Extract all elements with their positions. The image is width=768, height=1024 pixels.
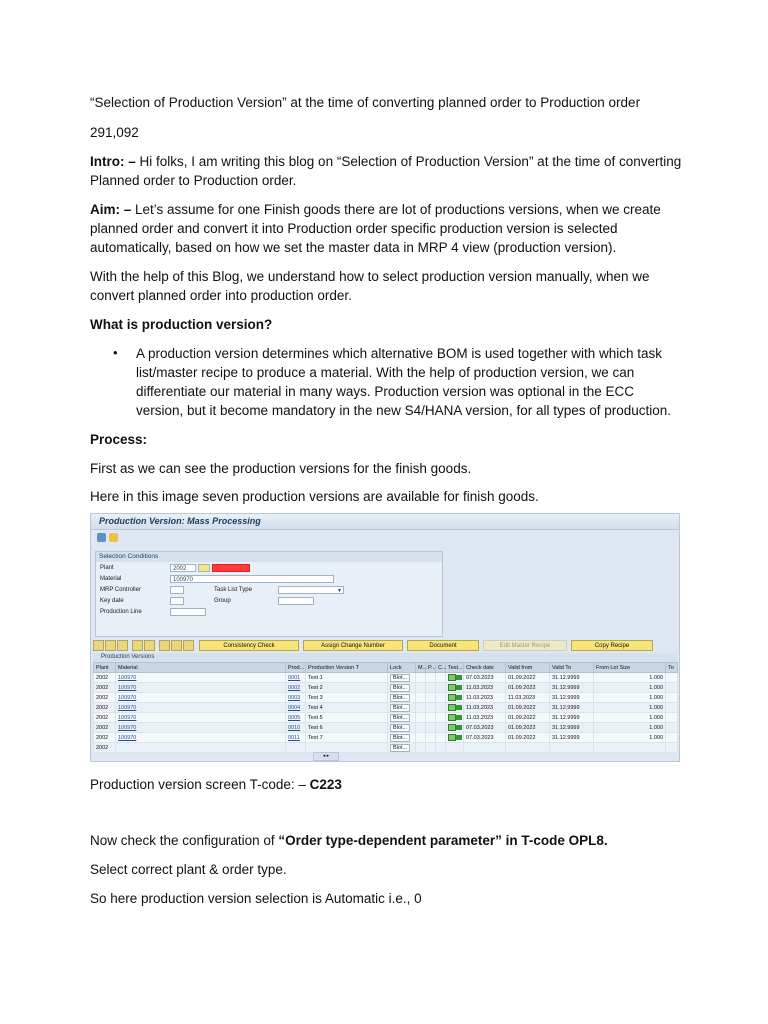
variant-icon[interactable]	[109, 533, 118, 542]
selection-header: Selection Conditions	[96, 552, 442, 562]
cell-version[interactable]	[286, 743, 306, 753]
deselect-icon[interactable]	[105, 640, 116, 651]
auto-selection-paragraph: So here production version selection is Automatic i.e., 0	[90, 891, 422, 906]
cell-test[interactable]	[446, 723, 464, 733]
doc-title: “Selection of Production Version” at the time of converting planned order to Production order	[90, 95, 641, 110]
cell-lock[interactable]: Blot...	[388, 723, 416, 733]
execute-icon[interactable]	[97, 533, 106, 542]
col-check-date[interactable]: Check date	[464, 663, 506, 673]
cell-plant: 2002	[94, 713, 116, 723]
status-icon	[448, 694, 456, 701]
cell-check-date: 11.03.2023	[464, 703, 506, 713]
cell-m[interactable]	[416, 673, 426, 683]
status-icon	[456, 675, 462, 680]
delete-icon[interactable]	[171, 640, 182, 651]
intro-label: Intro: –	[90, 154, 136, 169]
cell-valid-from: 01.09.2022	[506, 713, 550, 723]
cell-lock[interactable]: Blot...	[388, 703, 416, 713]
cell-test[interactable]	[446, 733, 464, 743]
production-versions-table	[93, 662, 678, 753]
cell-material[interactable]	[116, 743, 286, 753]
cell-lot-size: 1.000	[594, 693, 666, 703]
cell-test[interactable]	[446, 713, 464, 723]
cell-c[interactable]	[436, 703, 446, 713]
cell-to	[666, 713, 678, 723]
tcode-value: C223	[309, 777, 342, 792]
cell-lock[interactable]: Blot...	[388, 713, 416, 723]
plant-field[interactable]: 2002	[170, 564, 196, 572]
plant-label: Plant	[100, 565, 114, 571]
cell-text: Test 2	[306, 683, 388, 693]
cell-p[interactable]	[426, 693, 436, 703]
col-to[interactable]: To	[666, 663, 678, 673]
cell-to	[666, 723, 678, 733]
cell-p[interactable]	[426, 733, 436, 743]
cell-text: Test 3	[306, 693, 388, 703]
status-icon	[456, 725, 462, 730]
intro-text: Hi folks, I am writing this blog on “Selection of Production Version” at the time of converting Planned order to Production order.	[90, 154, 682, 188]
mrp-controller-field[interactable]	[170, 586, 184, 594]
selection-conditions-panel	[95, 551, 443, 637]
col-test[interactable]: Test...	[446, 663, 464, 673]
cell-m[interactable]	[416, 693, 426, 703]
cell-plant: 2002	[94, 723, 116, 733]
cell-test[interactable]	[446, 703, 464, 713]
cell-valid-from: 11.03.2023	[506, 693, 550, 703]
cell-material[interactable]: 100970	[116, 683, 286, 693]
cell-check-date: 11.03.2023	[464, 693, 506, 703]
key-date-field[interactable]	[170, 597, 184, 605]
cell-c[interactable]	[436, 723, 446, 733]
cell-m[interactable]	[416, 713, 426, 723]
group-field[interactable]	[278, 597, 314, 605]
cell-test[interactable]	[446, 673, 464, 683]
cell-version[interactable]: 0002	[286, 683, 306, 693]
col-version-text[interactable]: Production Version T	[306, 663, 388, 673]
cell-valid-from: 01.09.2022	[506, 703, 550, 713]
cell-p[interactable]	[426, 723, 436, 733]
table-row[interactable]	[94, 723, 678, 733]
cell-to	[666, 683, 678, 693]
task-list-type-label: Task List Type	[214, 587, 252, 593]
col-valid-from[interactable]: Valid from	[506, 663, 550, 673]
cell-valid-to: 31.12.9999	[550, 713, 594, 723]
cell-valid-from: 01.09.2022	[506, 673, 550, 683]
table-header-row	[94, 663, 678, 673]
cell-lock[interactable]: Blot...	[388, 733, 416, 743]
production-versions-header: Production Versions	[93, 653, 677, 662]
cell-text: Test 7	[306, 733, 388, 743]
config-bold: “Order type-dependent parameter” in T-code OPL8.	[278, 833, 608, 848]
cell-material[interactable]: 100970	[116, 703, 286, 713]
status-icon	[456, 735, 462, 740]
sort-desc-icon[interactable]	[144, 640, 155, 651]
help-paragraph: With the help of this Blog, we understand how to select production version manually, when we convert planned order into production order.	[90, 269, 650, 303]
sap-toolbar	[91, 530, 679, 544]
key-date-label: Key date	[100, 598, 124, 604]
cell-valid-to: 31.12.9999	[550, 723, 594, 733]
table-row[interactable]	[94, 693, 678, 703]
cell-p[interactable]	[426, 683, 436, 693]
edit-master-recipe-button[interactable]: Edit Master Recipe	[483, 640, 567, 651]
bullet-paragraph: A production version determines which alternative BOM is used together with which task list/master recipe to produce a material. With the help of production version, we can differentiate our material in many ways. Production version was optional in the ECC version, but it become mandatory in the new S4/HANA version, for all types of production.	[136, 346, 672, 418]
table-row[interactable]	[94, 733, 678, 743]
status-icon	[448, 704, 456, 711]
col-valid-to[interactable]: Valid To	[550, 663, 594, 673]
new-icon[interactable]	[159, 640, 170, 651]
table-row[interactable]	[94, 703, 678, 713]
cell-lot-size: 1.000	[594, 713, 666, 723]
col-lock[interactable]: Lock	[388, 663, 416, 673]
cell-to	[666, 703, 678, 713]
col-plant[interactable]: Plant	[94, 663, 116, 673]
cell-version[interactable]: 0001	[286, 673, 306, 683]
cell-valid-to: 31.12.9999	[550, 673, 594, 683]
cell-c[interactable]	[436, 693, 446, 703]
cell-material[interactable]: 100970	[116, 713, 286, 723]
cell-m[interactable]	[416, 683, 426, 693]
cell-material[interactable]: 100970	[116, 693, 286, 703]
cell-check-date: 07.03.2023	[464, 723, 506, 733]
mrp-controller-label: MRP Controller	[100, 587, 141, 593]
cell-text: Test 1	[306, 673, 388, 683]
copy-icon[interactable]	[183, 640, 194, 651]
cell-check-date: 11.03.2023	[464, 683, 506, 693]
cell-test[interactable]	[446, 693, 464, 703]
cell-valid-from: 01.09.2022	[506, 733, 550, 743]
cell-to	[666, 693, 678, 703]
cell-lot-size: 1.000	[594, 733, 666, 743]
cell-version[interactable]: 0011	[286, 733, 306, 743]
col-from-lot-size[interactable]: From Lot Size	[594, 663, 666, 673]
status-icon	[448, 714, 456, 721]
cell-m[interactable]	[416, 723, 426, 733]
plant-search-icon[interactable]	[198, 564, 210, 572]
cell-p[interactable]	[426, 703, 436, 713]
config-pre: Now check the configuration of	[90, 833, 279, 848]
cell-c[interactable]	[436, 733, 446, 743]
cell-check-date: 11.03.2023	[464, 713, 506, 723]
status-icon	[456, 685, 462, 690]
horizontal-scroll-arrows[interactable]: ◂ ▸	[313, 752, 339, 761]
status-icon	[456, 695, 462, 700]
cell-p[interactable]	[426, 713, 436, 723]
sap-screenshot	[90, 513, 680, 762]
cell-valid-to: 31.12.9999	[550, 693, 594, 703]
aim-text: Let’s assume for one Finish goods there are lot of productions versions, when we create planned order and convert it into Production order specific production version is selected automatically, based on how we set the master data in MRP 4 view (production version).	[90, 202, 661, 255]
col-m[interactable]: M...	[416, 663, 426, 673]
cell-c[interactable]	[436, 673, 446, 683]
cell-lot-size: 1.000	[594, 683, 666, 693]
table-row[interactable]	[94, 683, 678, 693]
status-icon	[448, 734, 456, 741]
tcode-label: Production version screen T-code: –	[90, 777, 310, 792]
cell-valid-from: 01.09.2022	[506, 683, 550, 693]
process-line-1: First as we can see the production versions for the finish goods.	[90, 461, 472, 476]
select-plant-paragraph: Select correct plant & order type.	[90, 862, 287, 877]
process-heading: Process:	[90, 432, 148, 447]
cell-lock[interactable]: Blot...	[388, 693, 416, 703]
cell-version[interactable]: 0005	[286, 713, 306, 723]
cell-plant: 2002	[94, 703, 116, 713]
cell-lot-size: 1.000	[594, 703, 666, 713]
redacted-field	[212, 564, 250, 572]
cell-plant: 2002	[94, 683, 116, 693]
material-field[interactable]: 100970	[170, 575, 334, 583]
cell-text: Test 5	[306, 713, 388, 723]
cell-material[interactable]: 100970	[116, 733, 286, 743]
cell-text: Test 6	[306, 723, 388, 733]
cell-plant: 2002	[94, 693, 116, 703]
select-all-icon[interactable]	[93, 640, 104, 651]
col-prod[interactable]: Prod...	[286, 663, 306, 673]
material-label: Material	[100, 576, 122, 582]
grid-button-bar	[93, 638, 677, 652]
cell-valid-to: 31.12.9999	[550, 703, 594, 713]
tcode-paragraph	[90, 775, 690, 794]
cell-c[interactable]	[436, 713, 446, 723]
what-heading: What is production version?	[90, 317, 273, 332]
status-icon	[448, 674, 456, 681]
process-line-2: Here in this image seven production versions are available for finish goods.	[90, 489, 539, 504]
cell-version[interactable]: 0004	[286, 703, 306, 713]
doc-number: 291,092	[90, 125, 139, 140]
aim-paragraph	[90, 200, 690, 257]
status-icon	[448, 684, 456, 691]
intro-paragraph	[90, 152, 690, 190]
bullet-dot: •	[113, 345, 118, 360]
cell-valid-from: 01.09.2022	[506, 723, 550, 733]
cell-test[interactable]	[446, 683, 464, 693]
col-p[interactable]: P...	[426, 663, 436, 673]
cell-text[interactable]	[306, 743, 388, 753]
details-icon[interactable]	[117, 640, 128, 651]
production-line-field[interactable]	[170, 608, 206, 616]
group-label: Group	[214, 598, 231, 604]
consistency-check-button[interactable]: Consistency Check	[199, 640, 299, 651]
copy-recipe-button[interactable]: Copy Recipe	[571, 640, 653, 651]
task-list-type-dropdown[interactable]	[278, 586, 344, 594]
cell-check-date: 07.03.2023	[464, 673, 506, 683]
col-c[interactable]: C...	[436, 663, 446, 673]
cell-plant: 2002	[94, 733, 116, 743]
table-row[interactable]	[94, 673, 678, 683]
cell-plant[interactable]: 2002	[94, 743, 116, 753]
cell-version[interactable]: 0010	[286, 723, 306, 733]
cell-lock[interactable]: Blot...	[388, 683, 416, 693]
cell-valid-to: 31.12.9999	[550, 733, 594, 743]
chevron-down-icon: ▾	[337, 588, 341, 594]
cell-to	[666, 673, 678, 683]
cell-lot-size: 1.000	[594, 723, 666, 733]
cell-m[interactable]	[416, 703, 426, 713]
status-icon	[448, 724, 456, 731]
table-row-empty[interactable]	[94, 743, 678, 753]
cell-c[interactable]	[436, 683, 446, 693]
status-icon	[456, 715, 462, 720]
cell-material[interactable]: 100970	[116, 673, 286, 683]
sap-window-title: Production Version: Mass Processing	[91, 514, 679, 530]
document-button[interactable]: Document	[407, 640, 479, 651]
cell-version[interactable]: 0003	[286, 693, 306, 703]
sort-asc-icon[interactable]	[132, 640, 143, 651]
cell-lot-size: 1.000	[594, 673, 666, 683]
cell-text: Test 4	[306, 703, 388, 713]
table-row[interactable]	[94, 713, 678, 723]
cell-p[interactable]	[426, 673, 436, 683]
config-paragraph	[90, 831, 690, 850]
aim-label: Aim: –	[90, 202, 132, 217]
assign-change-number-button[interactable]: Assign Change Number	[303, 640, 403, 651]
cell-lock[interactable]: Blot...	[388, 743, 416, 753]
cell-valid-to: 31.12.9999	[550, 683, 594, 693]
cell-check-date: 07.03.2023	[464, 733, 506, 743]
cell-plant: 2002	[94, 673, 116, 683]
col-material[interactable]: Material	[116, 663, 286, 673]
cell-to	[666, 733, 678, 743]
production-line-label: Production Line	[100, 609, 142, 615]
cell-lock[interactable]: Blot...	[388, 673, 416, 683]
cell-m[interactable]	[416, 733, 426, 743]
cell-material[interactable]: 100970	[116, 723, 286, 733]
status-icon	[456, 705, 462, 710]
